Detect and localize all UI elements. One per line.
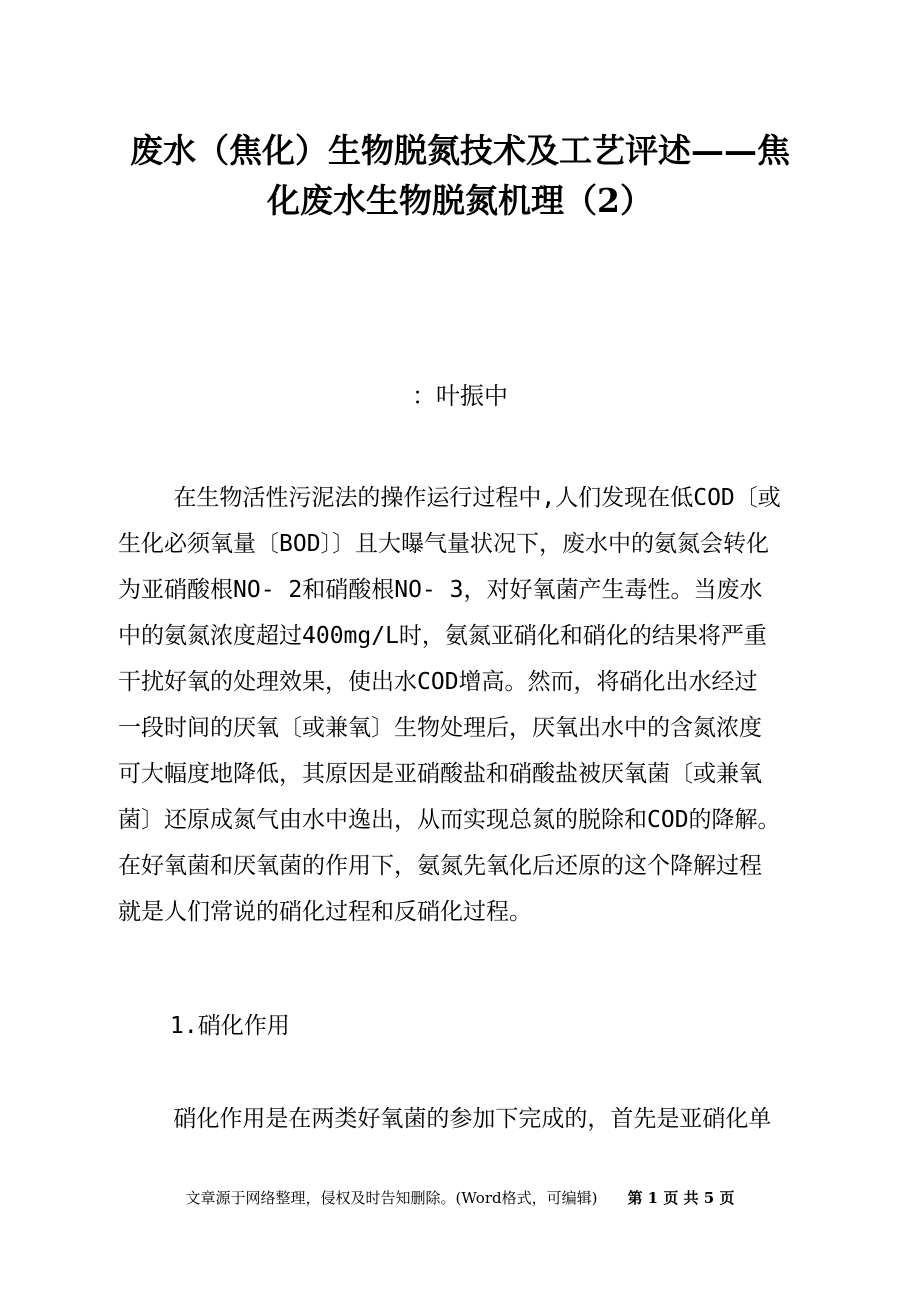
paragraph-line: 菌〕还原成氮气由水中逸出，从而实现总氮的脱除和COD的降解。 [118,807,781,833]
paragraph-line: 就是人们常说的硝化过程和反硝化过程。 [118,899,532,925]
footer-note: 文章源于网络整理，侵权及时告知删除。(Word格式，可编辑) [185,1189,598,1207]
page-number: 第 1 页 共 5 页 [627,1189,735,1207]
paragraph-line: 在好氧菌和厌氧菌的作用下，氨氮先氧化后还原的这个降解过程 [118,853,762,879]
paragraph-line: 在生物活性污泥法的操作运行过程中,人们发现在低COD〔或 [118,485,781,511]
body-paragraph-1 [118,475,818,935]
paragraph-line: 干扰好氧的处理效果，使出水COD增高。然而，将硝化出水经过 [118,669,758,695]
paragraph-line: 硝化作用是在两类好氧菌的参加下完成的，首先是亚硝化单 [118,1106,772,1132]
body-paragraph-2 [118,1096,818,1142]
section-heading: 1.硝化作用 [170,1013,290,1039]
paragraph-line: 为亚硝酸根NO- 2和硝酸根NO- 3，对好氧菌产生毒性。当废水 [118,577,763,603]
page-footer [0,1186,920,1210]
title-line-2: 化废水生物脱氮机理（2） [267,181,653,220]
paragraph-line: 一段时间的厌氧〔或兼氧〕生物处理后，厌氧出水中的含氮浓度 [118,715,762,741]
author-line: ：叶振中 [412,382,508,410]
paragraph-line: 生化必须氧量〔BOD〕〕且大曝气量状况下，废水中的氨氮会转化 [118,531,770,557]
title-line-1: 废水（焦化）生物脱氮技术及工艺评述——焦 [130,131,790,170]
paragraph-line: 可大幅度地降低，其原因是亚硝酸盐和硝酸盐被厌氧菌〔或兼氧 [118,761,762,787]
paragraph-line: 中的氨氮浓度超过400mg/L时，氨氮亚硝化和硝化的结果将严重 [118,623,767,649]
document-title [0,126,920,226]
